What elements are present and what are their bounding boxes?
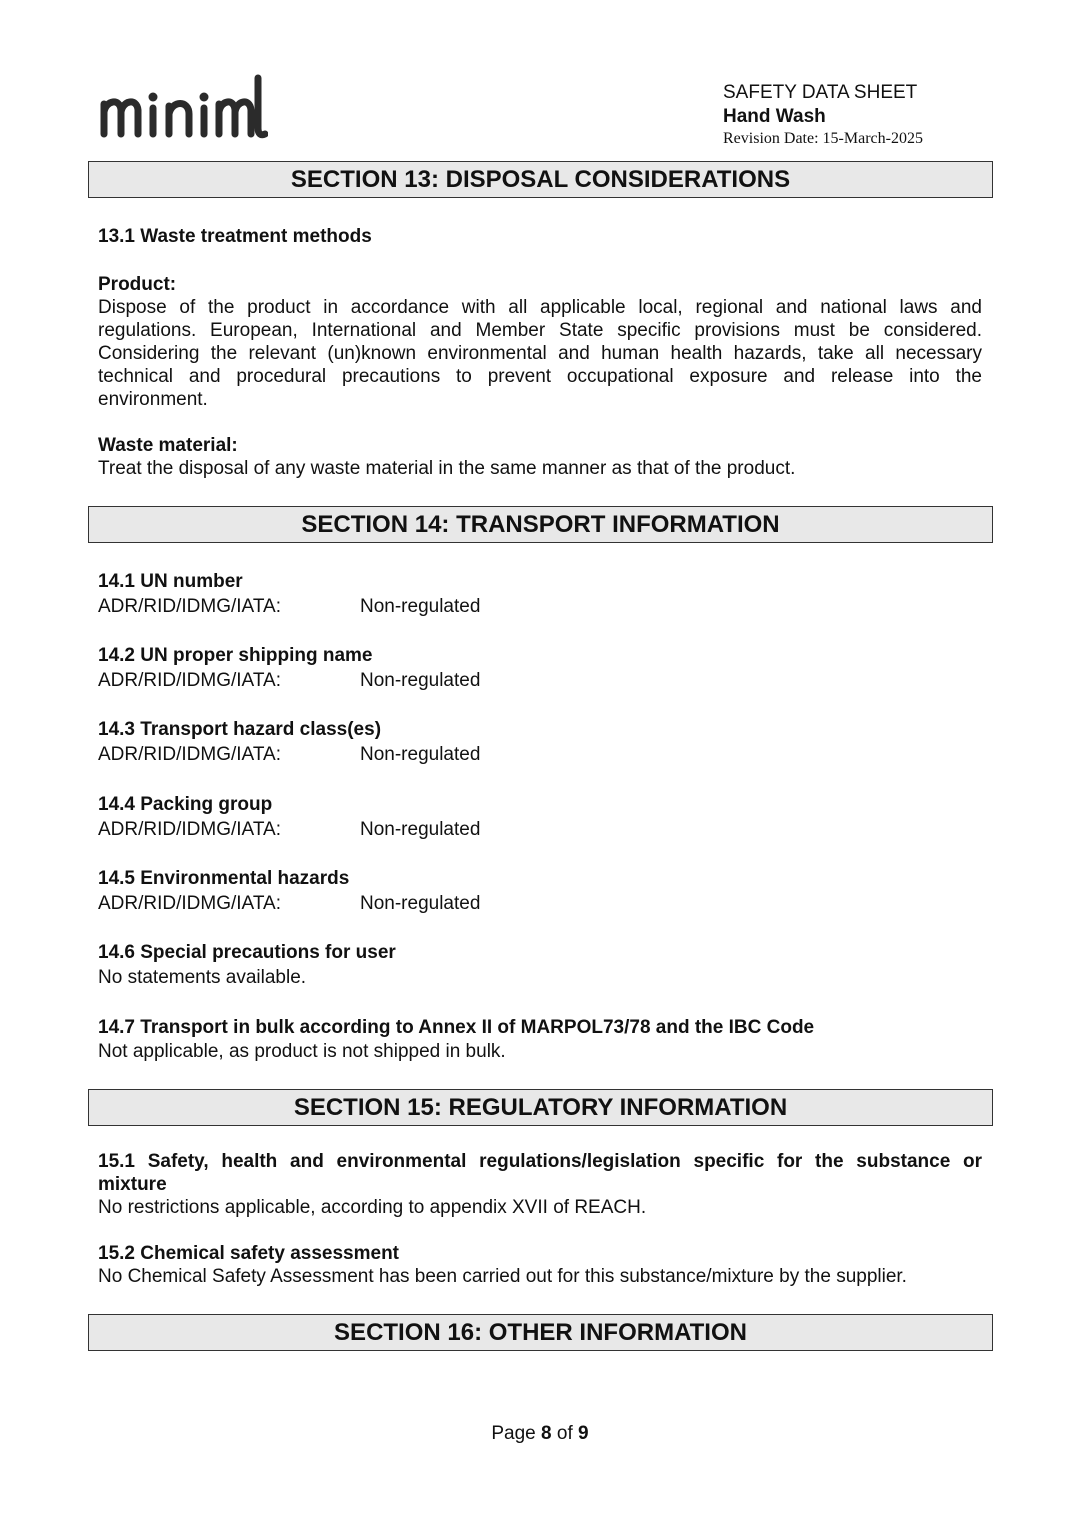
heading-line: 15.1 Safety, health and environmental regulations/legislation specific for the substance or [98,1151,982,1172]
waste-material-label: Waste material: [98,435,238,456]
transport-value: Non-regulated [360,819,481,840]
total-pages: 9 [578,1423,589,1444]
section-15-1-text: No restrictions applicable, according to appendix XVII of REACH. [98,1197,647,1218]
transport-mode-label: ADR/RID/IDMG/IATA: [98,744,281,765]
waste-material-text: Treat the disposal of any waste material in the same manner as that of the product. [98,458,796,479]
paragraph-line: environment. [98,389,208,410]
section-13-title: SECTION 13: DISPOSAL CONSIDERATIONS [88,161,993,198]
paragraph-line: technical and procedural precautions to prevent occupational exposure and release into the [98,366,982,387]
section-14-title: SECTION 14: TRANSPORT INFORMATION [88,506,993,543]
section-15-1-heading [98,1150,982,1196]
section-15-2-heading: 15.2 Chemical safety assessment [98,1243,400,1264]
section-15-title: SECTION 15: REGULATORY INFORMATION [88,1089,993,1126]
product-name: Hand Wash [723,106,826,127]
section-14-2-heading: 14.2 UN proper shipping name [98,645,373,666]
section-14-7-heading: 14.7 Transport in bulk according to Annex II of MARPOL73/78 and the IBC Code [98,1017,815,1038]
of-word: of [556,1423,573,1444]
product-label: Product: [98,274,177,295]
section-16-title: SECTION 16: OTHER INFORMATION [88,1314,993,1351]
transport-value: Non-regulated [360,596,481,617]
miniml-logo [98,70,268,152]
section-13-1-heading: 13.1 Waste treatment methods [98,226,372,247]
transport-mode-label: ADR/RID/IDMG/IATA: [98,670,281,691]
document-header [723,81,923,149]
paragraph-line: Considering the relevant (un)known environmental and human health hazards, take all necessary [98,343,982,364]
section-14-5-heading: 14.5 Environmental hazards [98,868,350,889]
transport-mode-label: ADR/RID/IDMG/IATA: [98,893,281,914]
section-14-6-text: No statements available. [98,967,307,988]
transport-mode-label: ADR/RID/IDMG/IATA: [98,596,281,617]
section-14-1-heading: 14.1 UN number [98,571,243,592]
section-15-2-text: No Chemical Safety Assessment has been carried out for this substance/mixture by the supplier. [98,1266,907,1287]
page-number [0,1422,1080,1445]
current-page: 8 [541,1423,552,1444]
section-14-4-heading: 14.4 Packing group [98,794,273,815]
page-word: Page [491,1423,536,1444]
section-14-7-text: Not applicable, as product is not shipped in bulk. [98,1041,506,1062]
transport-value: Non-regulated [360,893,481,914]
transport-value: Non-regulated [360,670,481,691]
heading-line: mixture [98,1174,167,1195]
revision-date: Revision Date: 15-March-2025 [723,130,923,147]
product-disposal-paragraph [98,296,982,411]
logo-lettering [98,70,268,152]
section-14-3-heading: 14.3 Transport hazard class(es) [98,719,382,740]
document-type: SAFETY DATA SHEET [723,82,918,103]
transport-value: Non-regulated [360,744,481,765]
paragraph-line: Dispose of the product in accordance with all applicable local, regional and national laws and [98,297,982,318]
transport-mode-label: ADR/RID/IDMG/IATA: [98,819,281,840]
section-14-6-heading: 14.6 Special precautions for user [98,942,396,963]
paragraph-line: regulations. European, International and Member State specific provisions must be considered. [98,320,982,341]
